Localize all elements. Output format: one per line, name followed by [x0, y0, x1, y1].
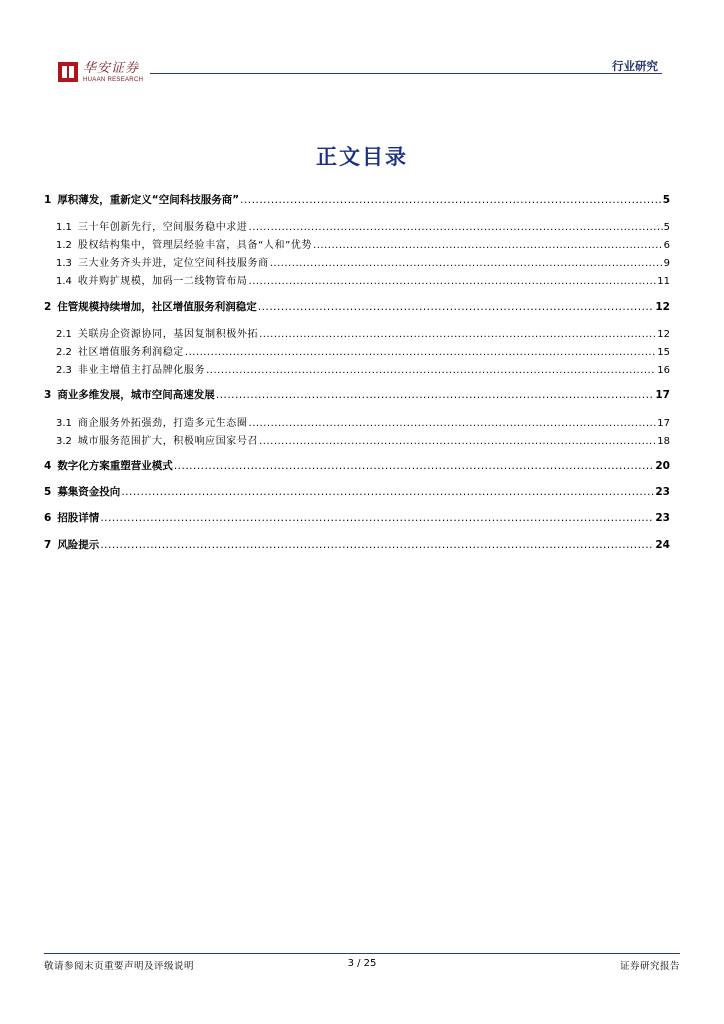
toc-chapter-entry[interactable] [44, 510, 670, 526]
logo-mark-icon [58, 62, 78, 82]
toc-entry-page: 23 [655, 512, 670, 524]
toc-entry-title: 城市服务范围扩大，积极响应国家号召 [77, 436, 259, 447]
toc-entry-page: 9 [663, 258, 670, 269]
toc-entry-title: 商企服务外拓强劲，打造多元生态圈 [77, 418, 248, 429]
toc-section-entry[interactable] [44, 236, 670, 252]
toc-dot-leader [259, 436, 656, 447]
toc-entry-number: 4 [44, 460, 52, 472]
page-title: 正文目录 [316, 144, 408, 169]
toc-section-entry[interactable] [44, 343, 670, 359]
toc-entry-page: 6 [663, 240, 670, 251]
footer-divider [44, 953, 680, 954]
toc-entry-page: 16 [657, 365, 670, 376]
toc-entry-page: 5 [662, 194, 670, 206]
toc-entry-number: 7 [44, 539, 52, 551]
report-type: 证券研究报告 [619, 961, 680, 972]
toc-entry-number: 1.1 [56, 222, 72, 233]
toc-dot-leader [174, 460, 655, 472]
report-category: 行业研究 [612, 59, 658, 73]
company-logo [58, 62, 143, 84]
toc-entry-page: 17 [657, 418, 670, 429]
header-divider [150, 73, 662, 74]
toc-section-entry[interactable] [44, 361, 670, 377]
toc-entry-number: 1.2 [56, 240, 72, 251]
toc-entry-title: 商业多维发展，城市空间高速发展 [57, 389, 215, 401]
toc-dot-leader [240, 194, 662, 206]
toc-entry-page: 20 [655, 460, 670, 472]
toc-entry-title: 关联房企资源协同，基因复制积极外拓 [77, 329, 259, 340]
toc-dot-leader [313, 240, 663, 251]
toc-entry-page: 24 [655, 539, 670, 551]
toc-entry-title: 募集资金投向 [57, 486, 121, 498]
toc-chapter-entry[interactable] [44, 537, 670, 553]
toc-entry-title: 非业主增值主打品牌化服务 [77, 365, 206, 376]
toc-entry-title: 社区增值服务利润稳定 [77, 347, 184, 358]
toc-entry-number: 1 [44, 194, 52, 206]
toc-chapter-entry[interactable] [44, 192, 670, 208]
toc-entry-title: 数字化方案重塑营业模式 [57, 460, 173, 472]
toc-dot-leader [270, 258, 663, 269]
toc-entry-page: 5 [663, 222, 670, 233]
toc-section-entry[interactable] [44, 218, 670, 234]
toc-entry-page: 17 [655, 389, 670, 401]
toc-entry-page: 12 [655, 301, 670, 313]
toc-entry-page: 11 [657, 276, 670, 287]
toc-entry-title: 股权结构集中，管理层经验丰富，具备“人和”优势 [77, 240, 313, 251]
disclaimer-note: 敬请参阅末页重要声明及评级说明 [44, 961, 195, 972]
toc-entry-title: 三十年创新先行，空间服务稳中求进 [77, 222, 248, 233]
toc-dot-leader [259, 329, 656, 340]
toc-dot-leader [249, 418, 657, 429]
toc-entry-number: 2.2 [56, 347, 72, 358]
toc-section-entry[interactable] [44, 432, 670, 448]
toc-entry-number: 2.3 [56, 365, 72, 376]
toc-section-entry[interactable] [44, 414, 670, 430]
page-indicator: 3 / 25 [347, 958, 377, 969]
toc-chapter-entry[interactable] [44, 299, 670, 315]
toc-chapter-entry[interactable] [44, 387, 670, 403]
toc-entry-page: 23 [655, 486, 670, 498]
toc-entry-page: 18 [657, 436, 670, 447]
logo-name-cn: 华安证券 [83, 61, 140, 76]
toc-dot-leader [249, 222, 663, 233]
toc-dot-leader [121, 486, 654, 498]
toc-entry-number: 3 [44, 389, 52, 401]
toc-entry-number: 6 [44, 512, 52, 524]
toc-dot-leader [258, 301, 655, 313]
toc-entry-number: 2.1 [56, 329, 72, 340]
toc-dot-leader [249, 276, 657, 287]
toc-dot-leader [216, 389, 655, 401]
toc-chapter-entry[interactable] [44, 484, 670, 500]
toc-entry-title: 风险提示 [57, 539, 100, 551]
toc-entry-title: 三大业务齐头并进，定位空间科技服务商 [77, 258, 269, 269]
toc-entry-page: 12 [657, 329, 670, 340]
toc-entry-number: 3.2 [56, 436, 72, 447]
toc-dot-leader [100, 512, 654, 524]
toc-entry-title: 招股详情 [57, 512, 100, 524]
toc-entry-number: 2 [44, 301, 52, 313]
toc-entry-title: 住管规模持续增加，社区增值服务利润稳定 [57, 301, 257, 313]
toc-section-entry[interactable] [44, 272, 670, 288]
toc-entry-number: 5 [44, 486, 52, 498]
toc-entry-number: 1.4 [56, 276, 72, 287]
toc-section-entry[interactable] [44, 254, 670, 270]
toc-entry-number: 1.3 [56, 258, 72, 269]
toc-dot-leader [206, 365, 656, 376]
toc-section-entry[interactable] [44, 325, 670, 341]
toc-entry-number: 3.1 [56, 418, 72, 429]
toc-entry-title: 收并购扩规模，加码一二线物管布局 [77, 276, 248, 287]
logo-name-en: HUAAN RESEARCH [83, 77, 144, 83]
toc-entry-page: 15 [657, 347, 670, 358]
toc-entry-title: 厚积薄发，重新定义“空间科技服务商” [57, 194, 240, 206]
toc-chapter-entry[interactable] [44, 458, 670, 474]
toc-dot-leader [100, 539, 654, 551]
toc-dot-leader [185, 347, 656, 358]
